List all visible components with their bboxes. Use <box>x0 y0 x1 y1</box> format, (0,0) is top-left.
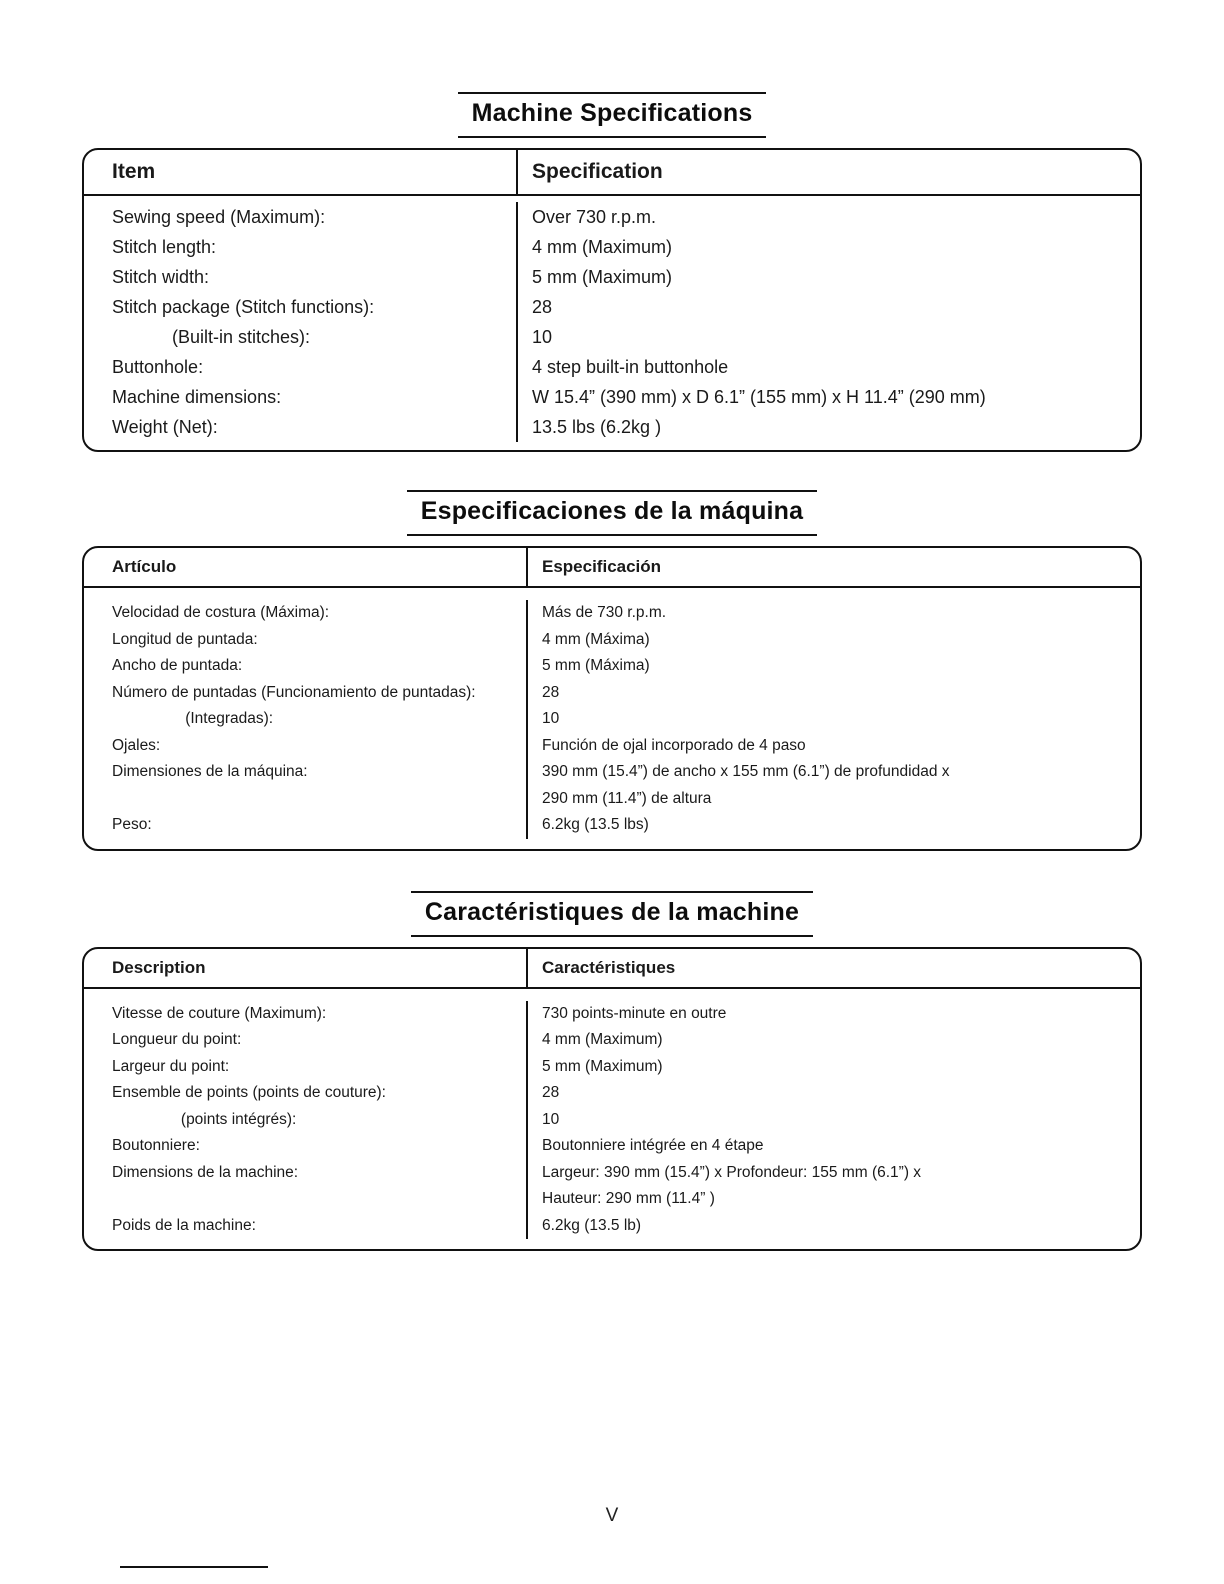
table-body-fr <box>84 989 1140 1250</box>
section-title-en: Machine Specifications <box>471 99 753 127</box>
table-row <box>84 1001 1140 1028</box>
table-row <box>84 292 1140 322</box>
table-row <box>84 733 1140 760</box>
cell-specification: 290 mm (11.4”) de altura <box>526 786 1140 813</box>
cell-item: (Integradas): <box>112 710 274 727</box>
cell-item: Poids de la machine: <box>112 1216 256 1234</box>
specifications-table-en <box>82 148 1142 452</box>
cell-specification: 10 <box>516 322 1140 352</box>
cell-specification: 4 mm (Maximum) <box>526 1027 1140 1054</box>
table-row <box>84 653 1140 680</box>
table-row <box>84 1213 1140 1240</box>
column-header-especificacion: Especificación <box>526 548 1140 586</box>
cell-item: (Built-in stitches): <box>112 327 311 347</box>
column-header-item-en: Item <box>112 160 156 183</box>
cell-specification: 4 mm (Máxima) <box>526 627 1140 654</box>
cell-item: (points intégrés): <box>112 1110 297 1128</box>
cell-specification: 10 <box>526 706 1140 733</box>
cell-specification: Largeur: 390 mm (15.4”) x Profondeur: 155 mm (6.1”) x <box>526 1160 1140 1187</box>
table-header-row-fr <box>84 949 1140 989</box>
table-row <box>84 382 1140 412</box>
cell-item: Buttonhole: <box>112 357 204 377</box>
especificaciones-heading <box>0 490 1224 536</box>
cell-item <box>84 1186 526 1213</box>
table-row <box>84 1054 1140 1081</box>
specifications-table-fr <box>82 947 1142 1252</box>
cell-specification: 6.2kg (13.5 lb) <box>526 1213 1140 1240</box>
cell-item: Vitesse de couture (Maximum): <box>112 1004 327 1022</box>
cell-specification: 6.2kg (13.5 lbs) <box>526 812 1140 839</box>
column-header-description: Description <box>112 957 206 977</box>
cell-specification: 28 <box>516 292 1140 322</box>
table-header-row-es <box>84 548 1140 588</box>
table-row <box>84 352 1140 382</box>
cell-item: Longueur du point: <box>112 1031 242 1048</box>
cell-item: Número de puntadas (Funcionamiento de puntadas): <box>112 683 476 701</box>
cell-specification: Over 730 r.p.m. <box>516 202 1140 232</box>
table-row <box>84 1080 1140 1107</box>
cell-item <box>84 786 526 813</box>
table-row <box>84 600 1140 627</box>
cell-item: Velocidad de costura (Máxima): <box>112 604 330 621</box>
cell-specification: Boutonniere intégrée en 4 étape <box>526 1133 1140 1160</box>
cell-specification: 28 <box>526 680 1140 707</box>
cell-item: Peso: <box>112 816 152 833</box>
page-number: V <box>605 1505 619 1526</box>
table-row <box>84 412 1140 442</box>
cell-specification: 5 mm (Maximum) <box>526 1054 1140 1081</box>
table-row <box>84 786 1140 813</box>
machine-specifications-heading <box>0 92 1224 138</box>
cell-item: Machine dimensions: <box>112 387 282 407</box>
cell-specification: Más de 730 r.p.m. <box>526 600 1140 627</box>
table-row <box>84 322 1140 352</box>
cell-item: Stitch length: <box>112 237 217 257</box>
table-row <box>84 680 1140 707</box>
cell-specification: 5 mm (Máxima) <box>526 653 1140 680</box>
cell-item: Dimensions de la machine: <box>112 1163 299 1181</box>
table-row <box>84 232 1140 262</box>
table-row <box>84 1027 1140 1054</box>
table-row <box>84 706 1140 733</box>
cell-item: Ancho de puntada: <box>112 657 243 674</box>
cell-item: Stitch package (Stitch functions): <box>112 297 375 317</box>
cell-item: Dimensiones de la máquina: <box>112 763 308 780</box>
caracteristiques-heading <box>0 891 1224 937</box>
specifications-table-es <box>82 546 1142 851</box>
table-body-en <box>84 196 1140 450</box>
top-spacer <box>0 0 1224 92</box>
cell-specification: 730 points-minute en outre <box>526 1001 1140 1028</box>
table-row <box>84 262 1140 292</box>
cell-specification: 4 mm (Maximum) <box>516 232 1140 262</box>
column-header-specification-en: Specification <box>516 150 1140 194</box>
cell-item: Ensemble de points (points de couture): <box>112 1084 386 1101</box>
table-header-row-en <box>84 150 1140 196</box>
table-row <box>84 627 1140 654</box>
cell-specification: 28 <box>526 1080 1140 1107</box>
bottom-rule <box>120 1566 268 1568</box>
column-header-articulo: Artículo <box>112 557 177 576</box>
section-gap <box>0 452 1224 490</box>
table-body-es <box>84 588 1140 849</box>
cell-item: Largeur du point: <box>112 1057 230 1075</box>
cell-item: Stitch width: <box>112 267 210 287</box>
cell-specification: 4 step built-in buttonhole <box>516 352 1140 382</box>
table-row <box>84 1160 1140 1187</box>
cell-item: Longitud de puntada: <box>112 630 258 648</box>
cell-item: Boutonniere: <box>112 1137 200 1154</box>
cell-specification: 390 mm (15.4”) de ancho x 155 mm (6.1”) de profundidad x <box>526 759 1140 786</box>
section-gap <box>0 851 1224 891</box>
cell-item: Sewing speed (Maximum): <box>112 207 326 227</box>
table-row <box>84 202 1140 232</box>
table-row <box>84 1133 1140 1160</box>
section-title-fr: Caractéristiques de la machine <box>424 897 800 926</box>
cell-specification: 10 <box>526 1107 1140 1134</box>
table-row <box>84 1107 1140 1134</box>
table-row <box>84 1186 1140 1213</box>
cell-specification: W 15.4” (390 mm) x D 6.1” (155 mm) x H 11.4” (290 mm) <box>516 382 1140 412</box>
table-row <box>84 759 1140 786</box>
cell-specification: 13.5 lbs (6.2kg ) <box>516 412 1140 442</box>
section-title-es: Especificaciones de la máquina <box>420 497 804 525</box>
cell-item: Ojales: <box>112 736 161 754</box>
cell-item: Weight (Net): <box>112 417 218 437</box>
column-header-caracteristiques: Caractéristiques <box>526 949 1140 987</box>
table-row <box>84 812 1140 839</box>
cell-specification: Función de ojal incorporado de 4 paso <box>526 733 1140 760</box>
cell-specification: Hauteur: 290 mm (11.4” ) <box>526 1186 1140 1213</box>
cell-specification: 5 mm (Maximum) <box>516 262 1140 292</box>
